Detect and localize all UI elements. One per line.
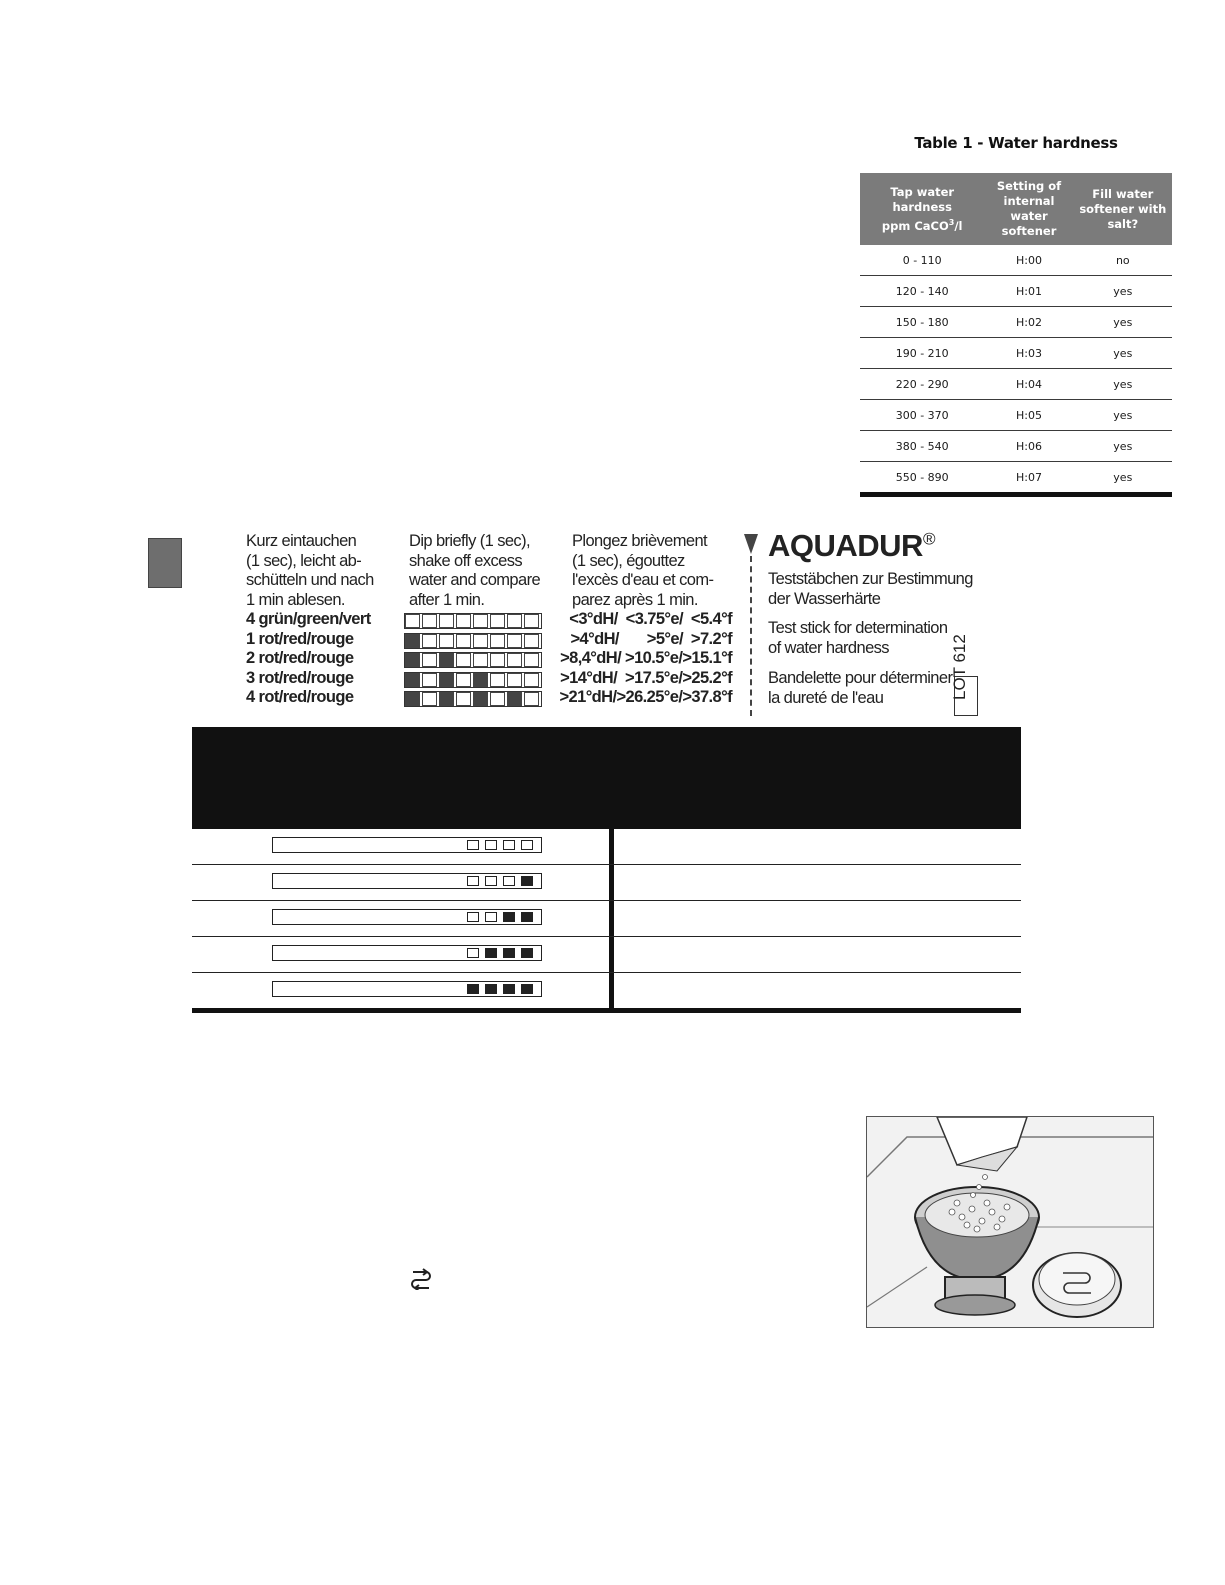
cut-line [750, 556, 752, 716]
strip-square [467, 984, 479, 994]
cell-salt: yes [1074, 369, 1172, 400]
strip-pad [422, 614, 437, 628]
strip-square [503, 876, 515, 886]
strip-pad [473, 673, 488, 687]
strip-square [521, 840, 533, 850]
cell-setting: H:07 [984, 462, 1073, 495]
cell-hardness: 220 - 290 [860, 369, 984, 400]
cell-hardness: 190 - 210 [860, 338, 984, 369]
water-hardness-table [860, 173, 1172, 497]
strip-square [503, 984, 515, 994]
test-strip-drawing [272, 909, 542, 925]
lot-number: LOT 612 [954, 628, 978, 716]
strip-pad [405, 634, 420, 648]
test-strip-drawing [272, 945, 542, 961]
result-row [192, 973, 1021, 1013]
brand-name: AQUADUR® [768, 528, 935, 563]
strip-pad [439, 614, 454, 628]
strip-pad [456, 653, 471, 667]
result-row [192, 865, 1021, 901]
strip-pad [422, 692, 437, 706]
water-hardness-table-title: Table 1 - Water hardness [914, 134, 1118, 152]
cell-hardness: 380 - 540 [860, 431, 984, 462]
strip-pad [490, 673, 505, 687]
strip-pad [473, 692, 488, 706]
cell-salt: yes [1074, 462, 1172, 495]
header-fill-salt: Fill water softener with salt? [1074, 173, 1172, 245]
test-strip-drawing [272, 873, 542, 889]
test-strip-drawing [272, 981, 542, 997]
instructions-english: Dip briefly (1 sec), shake off excess water and compare after 1 min. [409, 532, 541, 609]
strip-pad [473, 614, 488, 628]
header-tap-water-hardness: Tap water hardness ppm CaCO$^3$/l [860, 173, 984, 245]
legend-label: 4 rot/red/rouge [246, 688, 354, 706]
table-row [860, 369, 1172, 400]
strip-square [485, 840, 497, 850]
cell-setting: H:04 [984, 369, 1073, 400]
description-english: Test stick for determination of water hardness [768, 619, 948, 657]
aquadur-test-strip-label [146, 528, 1006, 718]
strip-pad [490, 634, 505, 648]
strip-pad [490, 653, 505, 667]
cell-setting: H:03 [984, 338, 1073, 369]
strip-pad [405, 614, 420, 628]
legend-label: 2 rot/red/rouge [246, 649, 354, 667]
table-row [860, 431, 1172, 462]
legend-label: 4 grün/green/vert [246, 610, 371, 628]
strip-square [503, 840, 515, 850]
strip-pad [439, 634, 454, 648]
strip-square [521, 912, 533, 922]
cell-hardness: 300 - 370 [860, 400, 984, 431]
strip-pad [507, 634, 522, 648]
legend-label: 1 rot/red/rouge [246, 629, 354, 648]
test-strip-drawing [272, 837, 542, 853]
table-row [860, 307, 1172, 338]
cell-hardness: 550 - 890 [860, 462, 984, 495]
regeneration-cycle-icon [409, 1266, 433, 1290]
strip-pad [456, 673, 471, 687]
results-table [192, 829, 1021, 1011]
strip-square [467, 840, 479, 850]
strip-pad [490, 614, 505, 628]
strip-pad [422, 653, 437, 667]
strip-square [521, 984, 533, 994]
results-table-header [192, 727, 1021, 829]
strip-pad [524, 634, 539, 648]
color-swatch [148, 538, 182, 588]
strip-square [467, 912, 479, 922]
cell-hardness: 120 - 140 [860, 276, 984, 307]
strip-pad [456, 692, 471, 706]
table-row [860, 400, 1172, 431]
strip-pad [524, 692, 539, 706]
cell-setting: H:02 [984, 307, 1073, 338]
salt-funnel-illustration [866, 1116, 1154, 1328]
strip-pad [473, 653, 488, 667]
cell-salt: yes [1074, 431, 1172, 462]
strip-pad [490, 692, 505, 706]
strip-pad [456, 634, 471, 648]
table-row [860, 462, 1172, 495]
cell-salt: yes [1074, 276, 1172, 307]
table-row [860, 338, 1172, 369]
strip-pad [507, 653, 522, 667]
strip-square [467, 876, 479, 886]
legend-value: >14°dH/ >17.5°e/>25.2°f [560, 668, 732, 687]
strip-square [485, 912, 497, 922]
strip-square [521, 948, 533, 958]
header-softener-setting: Setting of internal water softener [984, 173, 1073, 245]
legend-label: 3 rot/red/rouge [246, 668, 354, 687]
strip-square [503, 912, 515, 922]
strip-pad [422, 673, 437, 687]
strip-pad [524, 653, 539, 667]
table-row [860, 276, 1172, 307]
description-french: Bandelette pour déterminer la dureté de l'eau [768, 669, 953, 707]
strip-pad [507, 692, 522, 706]
legend-pads [404, 691, 542, 707]
cell-setting: H:00 [984, 245, 1073, 276]
cell-setting: H:06 [984, 431, 1073, 462]
legend-value: <3°dH/ <3.75°e/ <5.4°f [569, 610, 732, 628]
strip-pad [524, 614, 539, 628]
instructions-german: Kurz eintauchen (1 sec), leicht ab- schütteln und nach 1 min ablesen. [246, 532, 374, 609]
legend-value: >4°dH/ >5°e/ >7.2°f [570, 629, 732, 648]
legend-pads [404, 633, 542, 649]
legend-pads [404, 672, 542, 688]
cell-setting: H:01 [984, 276, 1073, 307]
strip-pad [439, 653, 454, 667]
instructions-french: Plongez brièvement (1 sec), égouttez l'excès d'eau et com- parez après 1 min. [572, 532, 714, 609]
strip-pad [507, 614, 522, 628]
strip-square [485, 948, 497, 958]
result-row [192, 901, 1021, 937]
legend-pads [404, 652, 542, 668]
strip-square [467, 948, 479, 958]
strip-square [485, 876, 497, 886]
cell-salt: no [1074, 245, 1172, 276]
strip-square [503, 948, 515, 958]
result-row [192, 937, 1021, 973]
cell-hardness: 150 - 180 [860, 307, 984, 338]
strip-square [521, 876, 533, 886]
strip-pad [524, 673, 539, 687]
strip-pad [405, 673, 420, 687]
cell-hardness: 0 - 110 [860, 245, 984, 276]
legend-value: >8,4°dH/ >10.5°e/>15.1°f [560, 649, 732, 667]
table-header-row [860, 173, 1172, 245]
strip-pad [456, 614, 471, 628]
cell-salt: yes [1074, 338, 1172, 369]
dip-arrow-icon [744, 534, 758, 554]
strip-pad [422, 634, 437, 648]
table-row [860, 245, 1172, 276]
description-german: Teststäbchen zur Bestimmung der Wasserhärte [768, 570, 973, 608]
legend-pads [404, 613, 542, 629]
cell-salt: yes [1074, 307, 1172, 338]
strip-pad [405, 653, 420, 667]
result-row [192, 829, 1021, 865]
strip-pad [507, 673, 522, 687]
strip-pad [439, 673, 454, 687]
strip-pad [405, 692, 420, 706]
legend-value: >21°dH/>26.25°e/>37.8°f [559, 688, 732, 706]
strip-pad [439, 692, 454, 706]
strip-pad [473, 634, 488, 648]
cell-salt: yes [1074, 400, 1172, 431]
strip-square [485, 984, 497, 994]
cell-setting: H:05 [984, 400, 1073, 431]
